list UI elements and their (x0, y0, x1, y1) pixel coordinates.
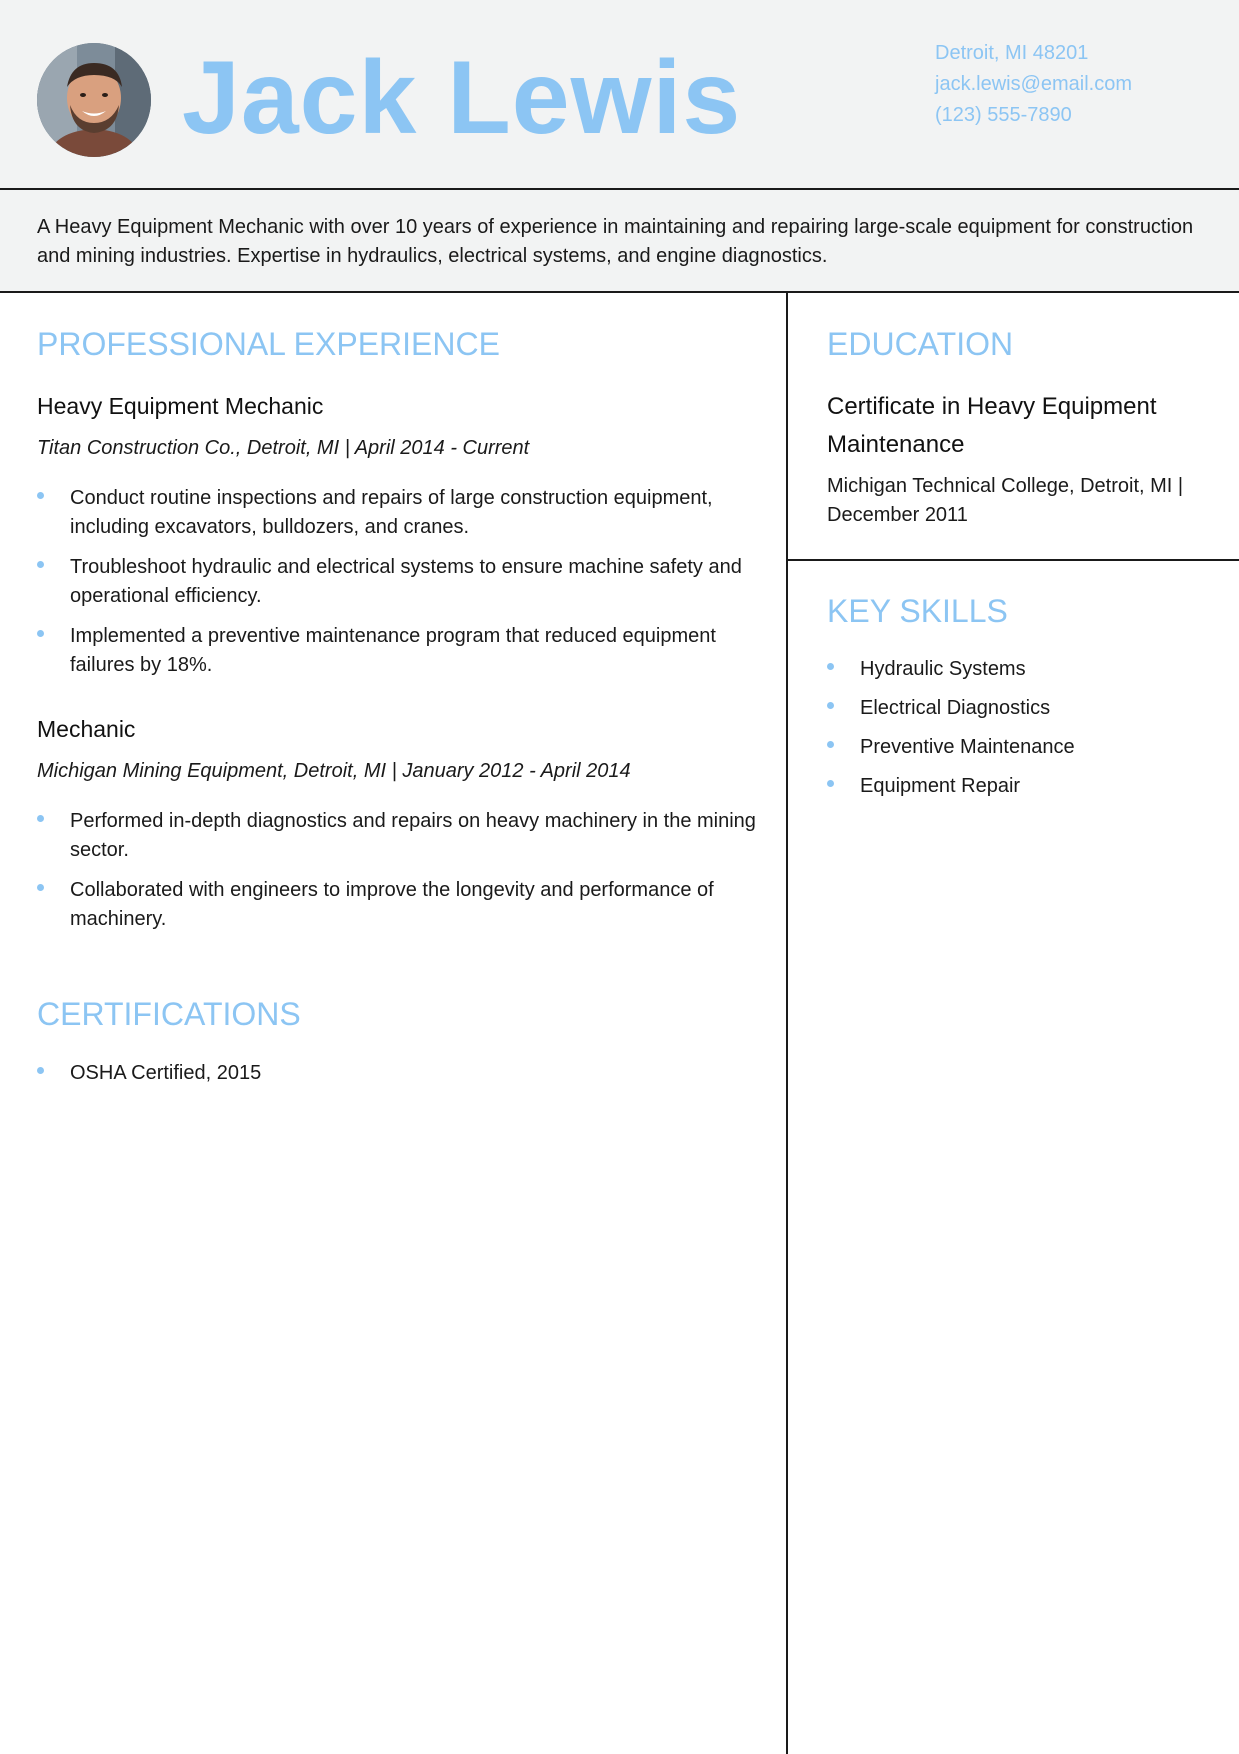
job-title: Mechanic (37, 716, 136, 742)
bullet-dot-icon (37, 884, 44, 891)
bullet-dot-icon (37, 561, 44, 568)
skills-heading: KEY SKILLS (827, 593, 1008, 629)
job-bullets (37, 807, 757, 934)
job-bullets (37, 484, 757, 680)
education-heading: EDUCATION (827, 326, 1014, 362)
contact-phone[interactable]: (123) 555-7890 (935, 104, 1072, 126)
contact-location: Detroit, MI 48201 (935, 42, 1089, 64)
certifications-list (37, 1059, 757, 1088)
list-item: Performed in-depth diagnostics and repairs on heavy machinery in the mining sector. (37, 807, 757, 865)
certifications-heading: CERTIFICATIONS (37, 996, 301, 1032)
experience-heading: PROFESSIONAL EXPERIENCE (37, 326, 500, 362)
list-item: OSHA Certified, 2015 (37, 1059, 757, 1088)
list-item: Electrical Diagnostics (827, 694, 1207, 723)
list-item: Collaborated with engineers to improve the longevity and performance of machinery. (37, 876, 757, 934)
list-item: Conduct routine inspections and repairs of large construction equipment, including excavators, bulldozers, and cranes. (37, 484, 757, 542)
list-item: Implemented a preventive maintenance program that reduced equipment failures by 18%. (37, 622, 757, 680)
bullet-dot-icon (37, 630, 44, 637)
profile-summary: A Heavy Equipment Mechanic with over 10 years of experience in maintaining and repairing large-scale equipment for construction and mining industries. Expertise in hydraulics, electrical systems, and engine diagnostics. (0, 190, 1239, 293)
bullet-dot-icon (827, 780, 834, 787)
bullet-dot-icon (827, 663, 834, 670)
education-meta: Michigan Technical College, Detroit, MI | December 2011 (827, 475, 1184, 526)
list-item: Troubleshoot hydraulic and electrical systems to ensure machine safety and operational efficiency. (37, 553, 757, 611)
contact-info (935, 38, 1132, 131)
bullet-dot-icon (827, 741, 834, 748)
list-item: Preventive Maintenance (827, 733, 1207, 762)
column-divider (786, 293, 788, 1754)
profile-photo-illustration (37, 43, 151, 157)
list-item: Equipment Repair (827, 772, 1207, 801)
sidebar-section-divider (788, 559, 1239, 561)
contact-email[interactable]: jack.lewis@email.com (935, 73, 1133, 95)
education-degree: Certificate in Heavy Equipment Maintenance (827, 393, 1157, 458)
bullet-dot-icon (37, 1067, 44, 1074)
job-title: Heavy Equipment Mechanic (37, 393, 324, 419)
resume-header (0, 0, 1239, 190)
skills-list (827, 655, 1207, 801)
bullet-dot-icon (37, 815, 44, 822)
candidate-name: Jack Lewis (182, 40, 742, 156)
list-item: Hydraulic Systems (827, 655, 1207, 684)
profile-photo (37, 43, 151, 157)
job-meta: Michigan Mining Equipment, Detroit, MI | January 2012 - April 2014 (37, 760, 631, 782)
bullet-dot-icon (827, 702, 834, 709)
job-meta: Titan Construction Co., Detroit, MI | April 2014 - Current (37, 437, 530, 459)
bullet-dot-icon (37, 492, 44, 499)
